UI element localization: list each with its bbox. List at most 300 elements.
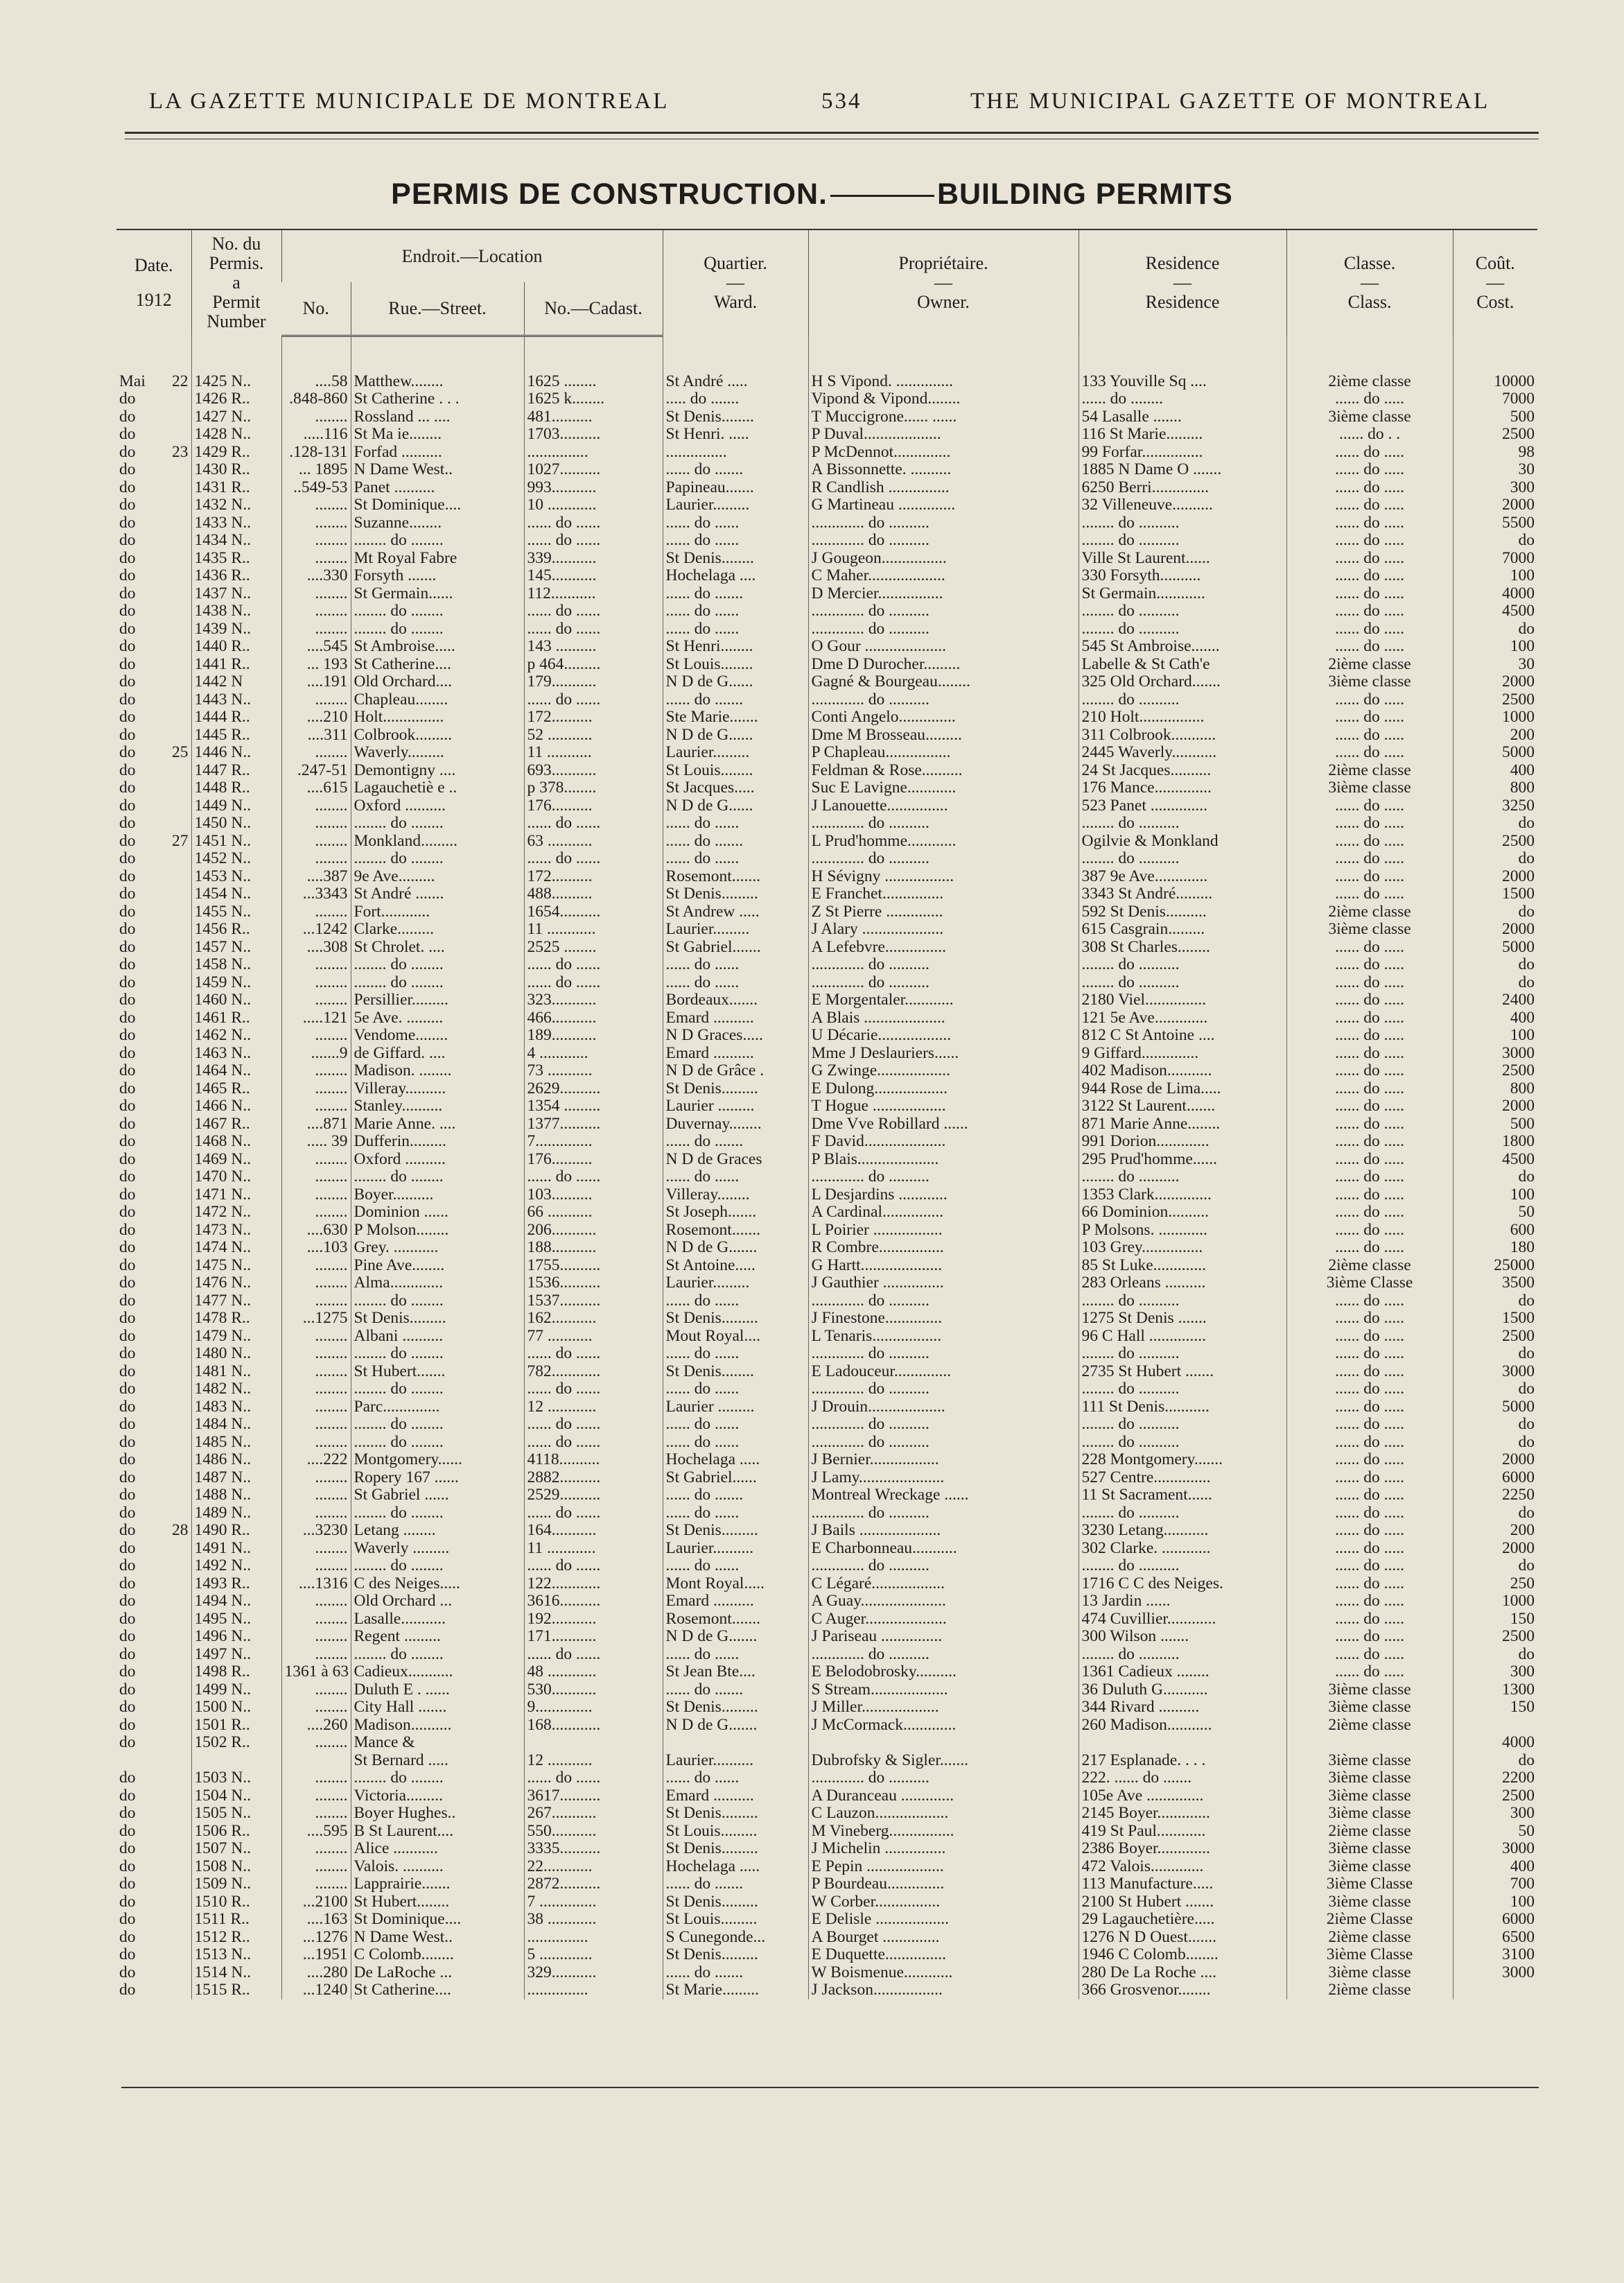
ward-cell: ...... do ...... — [663, 532, 808, 550]
cost-cell: 400 — [1453, 762, 1537, 780]
cost-cell: 5500 — [1453, 514, 1537, 532]
street-number-cell: ........ — [281, 1204, 351, 1222]
date-month: do — [119, 1928, 136, 1946]
date-cell — [116, 974, 191, 992]
permit-row — [116, 850, 1537, 868]
owner-cell: Dubrofsky & Sigler....... — [808, 1752, 1079, 1770]
owner-cell: J Miller................... — [808, 1699, 1079, 1717]
owner-cell: E Belodobrosky.......... — [808, 1663, 1079, 1681]
permit-number-cell: 1450 N.. — [191, 815, 281, 833]
cadastre-cell: 192........... — [524, 1611, 663, 1629]
owner-cell: ............. do .......... — [808, 1380, 1079, 1398]
class-cell: 3ième Classe — [1286, 1274, 1453, 1292]
street-number-cell: ........ — [281, 1398, 351, 1416]
residence-cell: 36 Duluth G........... — [1079, 1681, 1286, 1699]
class-cell: 3ième Classe — [1286, 1875, 1453, 1893]
class-cell: 3ième classe — [1286, 1787, 1453, 1805]
ward-cell: ...... do ...... — [663, 1292, 808, 1310]
street-cell: Suzanne........ — [351, 514, 524, 532]
date-month: do — [119, 691, 136, 709]
permit-row — [116, 1345, 1537, 1363]
page-title — [0, 177, 1624, 211]
header-title-en: THE MUNICIPAL GAZETTE OF MONTREAL — [970, 89, 1490, 114]
ward-cell: Bordeaux....... — [663, 991, 808, 1009]
cost-cell: 2500 — [1453, 1328, 1537, 1346]
date-month: do — [119, 1522, 136, 1539]
owner-cell: S Stream................... — [808, 1681, 1079, 1699]
owner-cell: E Duquette............... — [808, 1946, 1079, 1964]
residence-cell: 944 Rose de Lima..... — [1079, 1080, 1286, 1098]
cost-cell: 30 — [1453, 461, 1537, 479]
street-number-cell: ....311 — [281, 727, 351, 745]
cadastre-cell: ...... do ...... — [524, 1769, 663, 1787]
date-month: Mai — [119, 372, 146, 390]
cadastre-cell: 145........... — [524, 567, 663, 585]
cost-cell: do — [1453, 1557, 1537, 1575]
cadastre-cell: ...... do ...... — [524, 1416, 663, 1434]
street-number-cell: ...1951 — [281, 1946, 351, 1964]
cadastre-cell: 7.............. — [524, 1133, 663, 1151]
cadastre-cell: ...... do ...... — [524, 602, 663, 620]
class-cell: ...... do ..... — [1286, 850, 1453, 868]
street-cell: P Molson........ — [351, 1222, 524, 1240]
cost-cell: do — [1453, 1646, 1537, 1664]
residence-cell: 991 Dorion............. — [1079, 1133, 1286, 1151]
ward-cell: ...... do ...... — [663, 974, 808, 992]
street-number-cell: .848-860 — [281, 390, 351, 408]
class-cell: ...... do ..... — [1286, 885, 1453, 903]
permit-number-cell: 1456 R.. — [191, 921, 281, 939]
owner-cell: E Delisle .................. — [808, 1911, 1079, 1929]
date-cell — [116, 1027, 191, 1045]
class-cell: 3ième classe — [1286, 408, 1453, 426]
residence-cell: 527 Centre.............. — [1079, 1469, 1286, 1487]
residence-cell: Ogilvie & Monkland — [1079, 833, 1286, 851]
date-month: do — [119, 478, 136, 496]
cadastre-cell: ...... do ...... — [524, 1504, 663, 1522]
class-cell: ...... do ..... — [1286, 1310, 1453, 1328]
cost-cell: do — [1453, 974, 1537, 992]
ward-cell: St Gabriel...... — [663, 1469, 808, 1487]
residence-cell: 105e Ave .............. — [1079, 1787, 1286, 1805]
date-cell — [116, 709, 191, 727]
permit-number-cell: 1445 R.. — [191, 727, 281, 745]
date-cell — [116, 1981, 191, 1999]
street-number-cell: ........ — [281, 1257, 351, 1275]
street-number-cell: ........ — [281, 1345, 351, 1363]
owner-cell: ............. do .......... — [808, 1646, 1079, 1664]
col-residence-dash: — — [1173, 272, 1192, 293]
class-cell: ...... do ..... — [1286, 1434, 1453, 1452]
date-month: do — [119, 885, 136, 903]
date-cell — [116, 1133, 191, 1151]
cost-cell: 50 — [1453, 1204, 1537, 1222]
ward-cell: N D de G...... — [663, 673, 808, 691]
date-month: do — [119, 1840, 136, 1857]
date-cell — [116, 1062, 191, 1080]
owner-cell: J Gougeon................ — [808, 550, 1079, 568]
permit-row — [116, 1522, 1537, 1540]
class-cell: ...... do ..... — [1286, 991, 1453, 1009]
permit-number-cell: 1463 N.. — [191, 1045, 281, 1063]
street-number-cell: ....871 — [281, 1116, 351, 1134]
residence-cell: ........ do .......... — [1079, 1416, 1286, 1434]
permit-row — [116, 1875, 1537, 1893]
date-month: do — [119, 867, 136, 885]
date-month: do — [119, 1628, 136, 1645]
ward-cell: Mont Royal..... — [663, 1575, 808, 1593]
residence-cell: 1353 Clark.............. — [1079, 1186, 1286, 1204]
street-number-cell: ........ — [281, 585, 351, 603]
permit-row — [116, 1292, 1537, 1310]
ward-cell: Laurier......... — [663, 921, 808, 939]
ward-cell: St Denis......... — [663, 1699, 808, 1717]
ward-cell: ...... do ....... — [663, 461, 808, 479]
owner-cell: C Auger.................... — [808, 1611, 1079, 1629]
owner-cell: Gagné & Bourgeau........ — [808, 673, 1079, 691]
street-cell: Parc.............. — [351, 1398, 524, 1416]
permit-row — [116, 1469, 1537, 1487]
class-cell: ...... do ..... — [1286, 797, 1453, 815]
ward-cell: St Denis......... — [663, 1522, 808, 1540]
class-cell: ...... do ..... — [1286, 1186, 1453, 1204]
permit-row — [116, 956, 1537, 974]
owner-cell: E Charbonneau........... — [808, 1540, 1079, 1558]
ward-cell: ...... do ...... — [663, 1416, 808, 1434]
col-cost-fr: Coût. — [1475, 253, 1515, 273]
ward-cell: Emard .......... — [663, 1045, 808, 1063]
permit-row — [116, 1646, 1537, 1664]
class-cell: ...... do ..... — [1286, 1222, 1453, 1240]
permit-row — [116, 885, 1537, 903]
cost-cell: 3000 — [1453, 1840, 1537, 1858]
residence-cell: 113 Manufacture..... — [1079, 1875, 1286, 1893]
street-number-cell: ... 1895 — [281, 461, 351, 479]
class-cell: ...... do ..... — [1286, 602, 1453, 620]
cost-cell: 100 — [1453, 1893, 1537, 1911]
street-cell: St Germain...... — [351, 585, 524, 603]
date-month: do — [119, 655, 136, 673]
street-number-cell: 1361 à 63 — [281, 1663, 351, 1681]
ward-cell: St Denis......... — [663, 1080, 808, 1098]
ward-cell: Hochelaga ..... — [663, 1858, 808, 1876]
permit-row — [116, 602, 1537, 620]
cadastre-cell: 12 ........... — [524, 1752, 663, 1770]
permit-number-cell: 1494 N.. — [191, 1592, 281, 1611]
permit-number-cell: 1438 N.. — [191, 602, 281, 620]
date-month: do — [119, 1186, 136, 1204]
cadastre-cell: 1536.......... — [524, 1274, 663, 1292]
cost-cell: 6000 — [1453, 1469, 1537, 1487]
date-cell — [116, 1186, 191, 1204]
cost-cell: 2000 — [1453, 496, 1537, 514]
owner-cell: J Alary .................... — [808, 921, 1079, 939]
permit-row — [116, 1274, 1537, 1292]
class-cell: ...... do ..... — [1286, 461, 1453, 479]
class-cell: ...... do ..... — [1286, 1540, 1453, 1558]
col-residence-en: Residence — [1145, 292, 1220, 312]
class-cell: ...... do ..... — [1286, 974, 1453, 992]
permit-number-cell: 1515 R.. — [191, 1981, 281, 1999]
cost-cell: 2500 — [1453, 691, 1537, 709]
class-cell: ...... do ..... — [1286, 1486, 1453, 1504]
permit-row — [116, 444, 1537, 462]
residence-cell: ........ do .......... — [1079, 1380, 1286, 1398]
class-cell: 2ième classe — [1286, 1981, 1453, 1999]
street-cell: St Dominique.... — [351, 1911, 524, 1929]
street-number-cell: ........ — [281, 1540, 351, 1558]
residence-cell: ........ do .......... — [1079, 1168, 1286, 1186]
residence-cell: 1885 N Dame O ....... — [1079, 461, 1286, 479]
street-number-cell: .128-131 — [281, 444, 351, 462]
permit-row — [116, 744, 1537, 762]
street-number-cell: ....103 — [281, 1239, 351, 1257]
street-number-cell: ....1316 — [281, 1575, 351, 1593]
street-cell: Duluth E . ...... — [351, 1681, 524, 1699]
class-cell: ...... do ..... — [1286, 1504, 1453, 1522]
permit-number-cell: 1431 R.. — [191, 479, 281, 497]
cadastre-cell: 11 ............ — [524, 1540, 663, 1558]
street-cell: St Catherine.... — [351, 656, 524, 674]
permit-row — [116, 1080, 1537, 1098]
cost-cell: 180 — [1453, 1239, 1537, 1257]
street-cell: Holt............... — [351, 709, 524, 727]
page-number: 534 — [821, 89, 862, 114]
street-number-cell: ........ — [281, 1681, 351, 1699]
ward-cell: Rosemont....... — [663, 868, 808, 886]
street-cell: Valois. .......... — [351, 1858, 524, 1876]
class-cell: ...... do ..... — [1286, 727, 1453, 745]
residence-cell: ........ do .......... — [1079, 850, 1286, 868]
permit-row — [116, 1027, 1537, 1045]
street-cell: N Dame West.. — [351, 461, 524, 479]
date-cell — [116, 1080, 191, 1098]
date-cell — [116, 1717, 191, 1735]
cost-cell: 50 — [1453, 1823, 1537, 1841]
ward-cell: Ste Marie....... — [663, 709, 808, 727]
residence-cell: 2735 St Hubert ....... — [1079, 1363, 1286, 1381]
class-cell: ...... do ..... — [1286, 1027, 1453, 1045]
permit-row — [116, 1434, 1537, 1452]
class-cell: 3ième classe — [1286, 1752, 1453, 1770]
cost-cell: 2000 — [1453, 868, 1537, 886]
class-cell: ...... do ..... — [1286, 514, 1453, 532]
cadastre-cell: 481.......... — [524, 408, 663, 426]
cost-cell: 2000 — [1453, 1451, 1537, 1469]
owner-cell: L Poirier ................. — [808, 1222, 1079, 1240]
cadastre-cell: 1377.......... — [524, 1116, 663, 1134]
date-cell — [116, 762, 191, 780]
col-location: Endroit.—Location — [281, 229, 663, 282]
street-cell: Lasalle........... — [351, 1611, 524, 1629]
cost-cell: 25000 — [1453, 1257, 1537, 1275]
permit-row — [116, 1257, 1537, 1275]
cost-cell: 1500 — [1453, 1310, 1537, 1328]
permit-number-cell: 1497 N.. — [191, 1646, 281, 1664]
permit-row — [116, 1840, 1537, 1858]
permit-number-cell: 1457 N.. — [191, 939, 281, 957]
permit-number-cell: 1474 N.. — [191, 1239, 281, 1257]
street-cell: Stanley.......... — [351, 1097, 524, 1116]
permit-number-cell: 1510 R.. — [191, 1893, 281, 1911]
street-number-cell: ........ — [281, 1292, 351, 1310]
date-month: do — [119, 1963, 136, 1981]
class-cell: 3ième classe — [1286, 673, 1453, 691]
date-month: do — [119, 620, 136, 638]
owner-cell: Dme Vve Robillard ...... — [808, 1116, 1079, 1134]
owner-cell: ............. do .......... — [808, 1168, 1079, 1186]
permit-row — [116, 496, 1537, 514]
class-cell: ...... do ..... — [1286, 1204, 1453, 1222]
residence-cell: 24 St Jacques.......... — [1079, 762, 1286, 780]
street-number-cell: ........ — [281, 1168, 351, 1186]
street-number-cell: ........ — [281, 1858, 351, 1876]
date-cell — [116, 585, 191, 603]
residence-cell: 96 C Hall .............. — [1079, 1328, 1286, 1346]
date-cell — [116, 1592, 191, 1611]
street-number-cell: ........ — [281, 1151, 351, 1169]
date-month: do — [119, 973, 136, 991]
date-cell — [116, 602, 191, 620]
permit-row — [116, 1062, 1537, 1080]
street-cell: ........ do ........ — [351, 974, 524, 992]
class-cell: ...... do ..... — [1286, 1062, 1453, 1080]
ward-cell: St Denis......... — [663, 885, 808, 903]
permit-number-cell: 1447 R.. — [191, 762, 281, 780]
street-number-cell: .247-51 — [281, 762, 351, 780]
cadastre-cell: ...... do ...... — [524, 815, 663, 833]
permit-row — [116, 779, 1537, 797]
street-cell: ........ do ........ — [351, 956, 524, 974]
permit-number-cell: 1433 N.. — [191, 514, 281, 532]
date-month: do — [119, 1681, 136, 1699]
street-number-cell: ....58 — [281, 373, 351, 391]
ward-cell: N D de G...... — [663, 727, 808, 745]
date-cell — [116, 1097, 191, 1116]
cadastre-cell: 3617.......... — [524, 1787, 663, 1805]
permit-row — [116, 1911, 1537, 1929]
street-cell: St Bernard ..... — [351, 1752, 524, 1770]
street-number-cell: ........ — [281, 1734, 351, 1752]
owner-cell: A Bourget .............. — [808, 1929, 1079, 1947]
cost-cell: do — [1453, 1345, 1537, 1363]
cost-cell: 2500 — [1453, 1062, 1537, 1080]
cost-cell: 1300 — [1453, 1681, 1537, 1699]
col-residence — [1079, 229, 1286, 336]
date-month: do — [119, 1044, 136, 1062]
date-month: do — [119, 461, 136, 478]
date-month: do — [119, 903, 136, 921]
date-cell — [116, 373, 191, 391]
date-month: do — [119, 1592, 136, 1610]
date-cell — [116, 1486, 191, 1504]
class-cell: 3ième classe — [1286, 921, 1453, 939]
residence-cell: 121 5e Ave............. — [1079, 1009, 1286, 1027]
street-number-cell: ........ — [281, 1557, 351, 1575]
residence-cell: Labelle & St Cath'e — [1079, 656, 1286, 674]
date-cell — [116, 1222, 191, 1240]
cost-cell: do — [1453, 850, 1537, 868]
permit-row — [116, 1222, 1537, 1240]
date-cell — [116, 1929, 191, 1947]
permit-number-cell: 1427 N.. — [191, 408, 281, 426]
owner-cell: J Drouin................... — [808, 1398, 1079, 1416]
residence-cell: 592 St Denis.......... — [1079, 903, 1286, 921]
permit-row — [116, 673, 1537, 691]
residence-cell: 300 Wilson ....... — [1079, 1628, 1286, 1646]
owner-cell: Dme D Durocher......... — [808, 656, 1079, 674]
date-cell — [116, 885, 191, 903]
ward-cell: ...... do ....... — [663, 1875, 808, 1893]
permit-number-cell: 1465 R.. — [191, 1080, 281, 1098]
class-cell: 2ième classe — [1286, 762, 1453, 780]
permit-row — [116, 1116, 1537, 1134]
date-month: do — [119, 1150, 136, 1168]
cost-cell: 2200 — [1453, 1769, 1537, 1787]
street-cell: Old Orchard ... — [351, 1592, 524, 1611]
permit-row — [116, 1097, 1537, 1116]
class-cell: 3ième classe — [1286, 1769, 1453, 1787]
street-number-cell: ........ — [281, 1274, 351, 1292]
street-number-cell: ........ — [281, 620, 351, 639]
permit-row — [116, 1133, 1537, 1151]
date-cell — [116, 567, 191, 585]
street-number-cell: ........ — [281, 1769, 351, 1787]
cadastre-cell: ...... do ...... — [524, 1434, 663, 1452]
owner-cell: J Gauthier ............... — [808, 1274, 1079, 1292]
date-cell — [116, 1257, 191, 1275]
permit-number-cell: 1455 N.. — [191, 903, 281, 921]
class-cell: ...... do ..... — [1286, 1328, 1453, 1346]
residence-cell: 302 Clarke. ............ — [1079, 1540, 1286, 1558]
ward-cell — [663, 1734, 808, 1752]
date-month: do — [119, 1310, 136, 1327]
street-cell: Montgomery...... — [351, 1451, 524, 1469]
permit-row — [116, 921, 1537, 939]
date-cell — [116, 727, 191, 745]
street-cell: Mt Royal Fabre — [351, 550, 524, 568]
cadastre-cell: 168............ — [524, 1717, 663, 1735]
date-cell — [116, 1646, 191, 1664]
date-month: do — [119, 602, 136, 620]
col-no: No. — [281, 282, 351, 336]
cost-cell: 600 — [1453, 1222, 1537, 1240]
ward-cell: Laurier.......... — [663, 1540, 808, 1558]
permit-row — [116, 1981, 1537, 1999]
residence-cell: ........ do .......... — [1079, 691, 1286, 709]
owner-cell: ............. do .......... — [808, 974, 1079, 992]
ward-cell: ...... do ....... — [663, 1486, 808, 1504]
permit-number-cell: 1511 R.. — [191, 1911, 281, 1929]
cost-cell: 5000 — [1453, 939, 1537, 957]
street-number-cell: ....222 — [281, 1451, 351, 1469]
residence-cell: 222. ...... do ....... — [1079, 1769, 1286, 1787]
street-cell: City Hall ....... — [351, 1699, 524, 1717]
residence-cell: 308 St Charles........ — [1079, 939, 1286, 957]
date-cell — [116, 868, 191, 886]
permit-row — [116, 1009, 1537, 1027]
residence-cell: 474 Cuvillier............ — [1079, 1611, 1286, 1629]
date-cell — [116, 1522, 191, 1540]
street-cell: Oxford .......... — [351, 1151, 524, 1169]
street-cell: Dufferin......... — [351, 1133, 524, 1151]
class-cell: 2ième classe — [1286, 1717, 1453, 1735]
street-cell: St Hubert........ — [351, 1893, 524, 1911]
date-day: 28 — [172, 1522, 189, 1539]
cadastre-cell: 73 ........... — [524, 1062, 663, 1080]
permit-number-cell: 1476 N.. — [191, 1274, 281, 1292]
cadastre-cell: 488.......... — [524, 885, 663, 903]
